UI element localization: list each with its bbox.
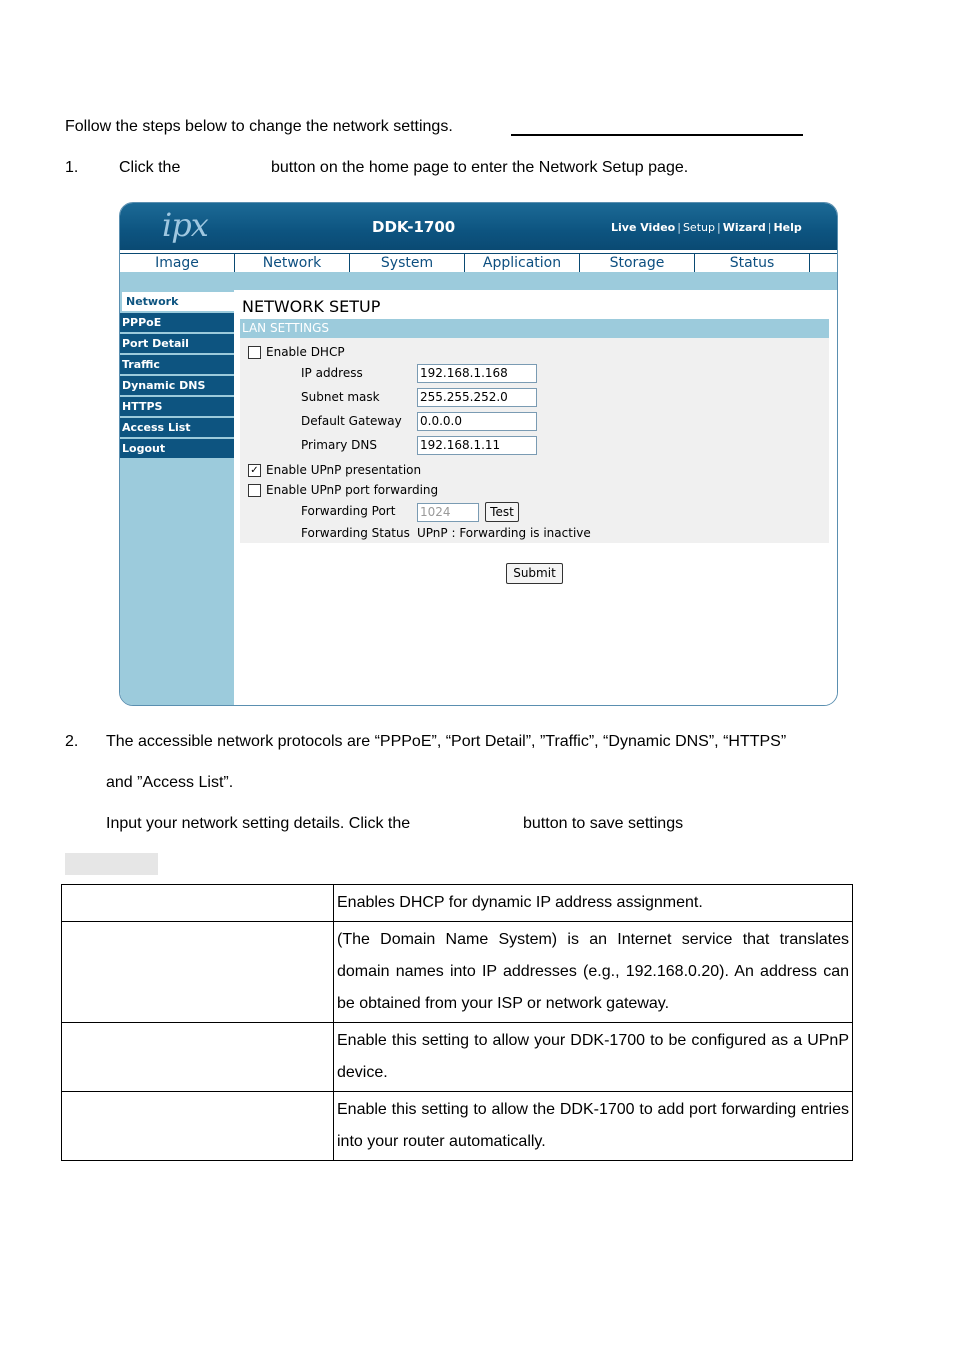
upnp-presentation-checkbox[interactable]: ✓ bbox=[248, 464, 261, 477]
section-label-bar bbox=[65, 853, 158, 875]
tab-storage[interactable]: Storage bbox=[580, 254, 695, 272]
sidebar-item-dynamic-dns[interactable]: Dynamic DNS bbox=[120, 376, 234, 396]
upnp-presentation-label: Enable UPnP presentation bbox=[266, 463, 422, 477]
step-1-text-after: button on the home page to enter the Network Setup page. bbox=[271, 159, 689, 176]
upnp-forwarding-checkbox[interactable] bbox=[248, 484, 261, 497]
header-bar bbox=[120, 203, 837, 250]
wizard-link[interactable]: Wizard bbox=[722, 221, 766, 234]
tab-system[interactable]: System bbox=[350, 254, 465, 272]
table-row bbox=[62, 1023, 853, 1092]
sidebar-item-pppoe[interactable]: PPPoE bbox=[120, 313, 234, 333]
tab-status[interactable]: Status bbox=[695, 254, 810, 272]
setup-link[interactable]: Setup bbox=[682, 221, 715, 234]
step-2-number: 2. bbox=[65, 733, 79, 750]
ip-address-input[interactable]: 192.168.1.168 bbox=[417, 364, 537, 383]
table-term-cell bbox=[62, 922, 334, 1023]
subnet-mask-input[interactable]: 255.255.252.0 bbox=[417, 388, 537, 407]
ipx-logo: ipx bbox=[162, 206, 208, 244]
content-area bbox=[234, 290, 837, 705]
forwarding-port-input[interactable]: 1024 bbox=[417, 503, 479, 522]
lan-settings-header: LAN SETTINGS bbox=[240, 319, 829, 338]
table-desc-cell: Enable this setting to allow your DDK-1700 to be configured as a UPnP device. bbox=[334, 1023, 853, 1092]
sidebar-item-access-list[interactable]: Access List bbox=[120, 418, 234, 438]
tab-image[interactable]: Image bbox=[120, 254, 235, 272]
forwarding-status-value: UPnP : Forwarding is inactive bbox=[417, 526, 591, 540]
intro-text: Follow the steps below to change the network settings. bbox=[65, 118, 453, 135]
step-3-text-after: button to save settings bbox=[523, 815, 684, 832]
lan-settings-panel bbox=[240, 338, 829, 543]
submit-button[interactable]: Submit bbox=[506, 563, 563, 584]
primary-dns-input[interactable]: 192.168.1.11 bbox=[417, 436, 537, 455]
test-button[interactable]: Test bbox=[485, 502, 519, 522]
page-title: NETWORK SETUP bbox=[242, 297, 381, 316]
sidebar bbox=[120, 290, 234, 705]
upnp-forwarding-label: Enable UPnP port forwarding bbox=[266, 483, 439, 497]
tab-network[interactable]: Network bbox=[235, 254, 350, 272]
table-desc-cell: (The Domain Name System) is an Internet service that translates domain names into IP addresses (e.g., 192.168.0.20). An address can be obtained from your ISP or network gateway. bbox=[334, 922, 853, 1023]
table-desc-cell: Enables DHCP for dynamic IP address assignment. bbox=[334, 885, 853, 922]
forwarding-port-label: Forwarding Port bbox=[301, 504, 396, 518]
enable-dhcp-label: Enable DHCP bbox=[266, 345, 345, 359]
table-row bbox=[62, 922, 853, 1023]
table-term-cell bbox=[62, 885, 334, 922]
subnet-mask-label: Subnet mask bbox=[301, 390, 380, 404]
step-3-text-before: Input your network setting details. Click the bbox=[106, 815, 411, 832]
table-row bbox=[62, 1092, 853, 1161]
table-term-cell bbox=[62, 1092, 334, 1161]
top-links: Live Video | Setup | Wizard | Help bbox=[611, 221, 802, 234]
sidebar-item-network[interactable]: Network bbox=[122, 292, 234, 312]
table-desc-cell: Enable this setting to allow the DDK-1700 to add port forwarding entries into your router automatically. bbox=[334, 1092, 853, 1161]
help-link[interactable]: Help bbox=[773, 221, 802, 234]
sidebar-item-https[interactable]: HTTPS bbox=[120, 397, 234, 417]
step-2-line-1: The accessible network protocols are “PPPoE”, “Port Detail”, ”Traffic”, “Dynamic DNS”, “HTTPS” bbox=[106, 733, 787, 750]
network-setup-screenshot bbox=[119, 202, 838, 706]
main-tabs bbox=[120, 253, 837, 273]
tab-application[interactable]: Application bbox=[465, 254, 580, 272]
sidebar-item-traffic[interactable]: Traffic bbox=[120, 355, 234, 375]
default-gateway-label: Default Gateway bbox=[301, 414, 402, 428]
step-1-number: 1. bbox=[65, 159, 79, 176]
ip-address-label: IP address bbox=[301, 366, 363, 380]
table-term-cell bbox=[62, 1023, 334, 1092]
live-video-link[interactable]: Live Video bbox=[611, 221, 676, 234]
model-title: DDK-1700 bbox=[372, 218, 456, 236]
settings-description-table bbox=[61, 884, 853, 1161]
primary-dns-label: Primary DNS bbox=[301, 438, 378, 452]
sidebar-item-logout[interactable]: Logout bbox=[120, 439, 234, 459]
blank-underline bbox=[511, 134, 803, 136]
header-band bbox=[120, 272, 837, 290]
step-2-line-2: and ”Access List”. bbox=[106, 774, 234, 791]
forwarding-status-label: Forwarding Status bbox=[301, 526, 410, 540]
sidebar-item-port-detail[interactable]: Port Detail bbox=[120, 334, 234, 354]
table-row bbox=[62, 885, 853, 922]
step-1-text-before: Click the bbox=[119, 159, 181, 176]
enable-dhcp-checkbox[interactable] bbox=[248, 346, 261, 359]
default-gateway-input[interactable]: 0.0.0.0 bbox=[417, 412, 537, 431]
